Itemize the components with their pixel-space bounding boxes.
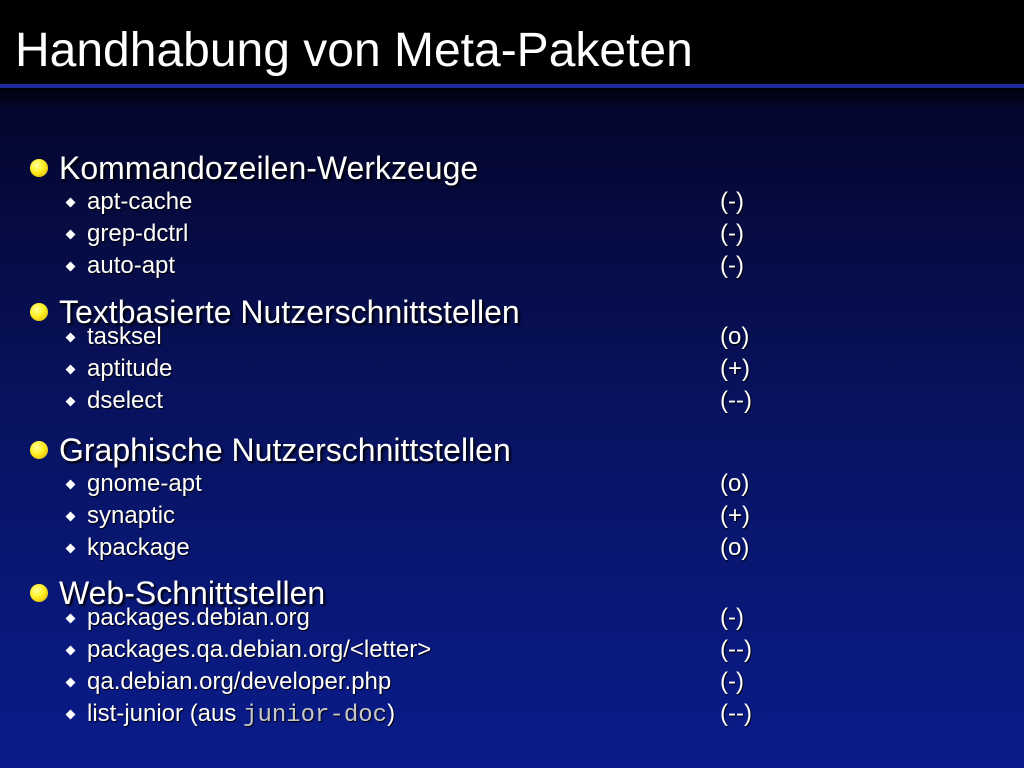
item-rating: (-) — [720, 220, 744, 247]
item-label: gnome-apt — [87, 470, 202, 497]
item-label: auto-apt — [87, 252, 176, 279]
item-rating: (+) — [720, 502, 750, 529]
slide-title: Handhabung von Meta-Paketen — [15, 24, 693, 77]
bullet-dot-icon — [30, 159, 48, 177]
item-rating: (-) — [720, 252, 744, 279]
item-label: qa.debian.org/developer.php — [87, 668, 392, 695]
item-label: aptitude — [87, 355, 173, 382]
section-heading-text: Graphische Nutzerschnittstellen — [59, 432, 511, 468]
diamond-bullet-icon — [66, 710, 76, 720]
item-rating: (-) — [720, 668, 744, 695]
section-heading — [28, 150, 988, 186]
section-command-line-tools — [28, 150, 988, 282]
item-label: apt-cache — [87, 188, 193, 215]
section-text-based-interfaces — [28, 294, 988, 417]
item-label-code: junior-doc — [243, 702, 388, 729]
diamond-bullet-icon — [66, 262, 76, 272]
item-rating: (o) — [720, 534, 750, 561]
item-label: grep-dctrl — [87, 220, 189, 247]
item-rating: (o) — [720, 323, 750, 350]
list-item — [28, 385, 988, 417]
item-rating: (-) — [720, 604, 744, 631]
diamond-bullet-icon — [66, 646, 76, 656]
diamond-bullet-icon — [66, 614, 76, 624]
item-rating: (o) — [720, 470, 750, 497]
list-item — [28, 698, 988, 730]
list-item — [28, 532, 988, 564]
item-label-suffix: ) — [387, 700, 396, 727]
item-rating: (--) — [720, 636, 752, 663]
list-item — [28, 250, 988, 282]
item-rating: (--) — [720, 700, 752, 727]
item-label — [87, 698, 395, 732]
diamond-bullet-icon — [66, 365, 76, 375]
section-web-interfaces — [28, 575, 988, 730]
item-rating: (+) — [720, 355, 750, 382]
section-heading — [28, 432, 988, 468]
item-label: synaptic — [87, 502, 176, 529]
item-label-prefix: list-junior (aus — [87, 700, 244, 727]
bullet-dot-icon — [30, 303, 48, 321]
diamond-bullet-icon — [66, 198, 76, 208]
section-heading-text: Web-Schnittstellen — [59, 575, 326, 611]
item-rating: (--) — [720, 387, 752, 414]
diamond-bullet-icon — [66, 512, 76, 522]
item-label: dselect — [87, 387, 164, 414]
section-heading-text: Kommandozeilen-Werkzeuge — [59, 150, 479, 186]
list-item — [28, 602, 988, 634]
list-item — [28, 353, 988, 385]
list-item — [28, 500, 988, 532]
list-item — [28, 468, 988, 500]
list-item — [28, 321, 988, 353]
item-label: kpackage — [87, 534, 190, 561]
title-divider — [0, 84, 1024, 88]
item-label: packages.qa.debian.org/<letter> — [87, 636, 432, 663]
section-graphical-interfaces — [28, 432, 988, 564]
diamond-bullet-icon — [66, 544, 76, 554]
diamond-bullet-icon — [66, 678, 76, 688]
section-heading-text: Textbasierte Nutzerschnittstellen — [59, 294, 520, 330]
bullet-dot-icon — [30, 584, 48, 602]
diamond-bullet-icon — [66, 480, 76, 490]
list-item — [28, 666, 988, 698]
list-item — [28, 186, 988, 218]
bullet-dot-icon — [30, 441, 48, 459]
diamond-bullet-icon — [66, 397, 76, 407]
diamond-bullet-icon — [66, 333, 76, 343]
list-item — [28, 634, 988, 666]
list-item — [28, 218, 988, 250]
item-rating: (-) — [720, 188, 744, 215]
item-label: tasksel — [87, 323, 162, 350]
item-label: packages.debian.org — [87, 604, 310, 631]
diamond-bullet-icon — [66, 230, 76, 240]
